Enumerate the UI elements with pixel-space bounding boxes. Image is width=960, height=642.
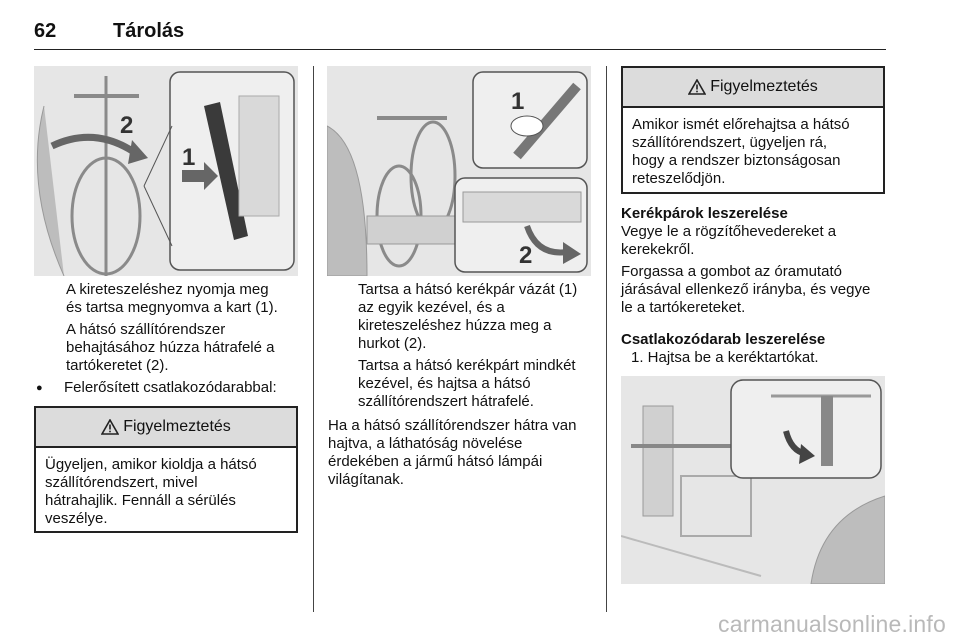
header-divider <box>34 49 886 50</box>
callout-1: 1 <box>182 144 196 171</box>
warning-triangle-icon <box>101 419 119 435</box>
right-paragraph-1: Vegye le a rögzítőhevedereket a kerekekről. <box>621 223 837 258</box>
warning-header: Figyelmeztetés <box>623 68 883 108</box>
left-bullet-item: ● Felerősített csatlakozódarabbal: <box>36 379 277 396</box>
warning-header: Figyelmeztetés <box>36 408 296 448</box>
bullet-icon: ● <box>36 382 43 395</box>
warning-text: Amikor ismét előrehajtsa a hátsó szállítórendszert, ügyeljen rá, hogy a rendszer biztonságosan reteszelődjön. <box>632 116 850 187</box>
middle-paragraph-3: Ha a hátsó szállítórendszer hátra van hajtva, a láthatóság növelése érdekében a jármű hátsó lámpái világítanak. <box>328 417 577 488</box>
page-number: 62 <box>34 20 57 42</box>
callout-2: 2 <box>519 242 533 269</box>
figure-fold-wheel-holders <box>621 376 885 584</box>
callout-2: 2 <box>120 112 134 139</box>
section-heading-bike-removal: Kerékpárok leszerelése <box>621 205 788 222</box>
warning-box-left <box>34 406 298 533</box>
section-heading-coupling-removal: Csatlakozódarab leszerelése <box>621 331 826 348</box>
warning-text: Ügyeljen, amikor kioldja a hátsó szállítórendszert, mivel hátrahajlik. Fennáll a sérülés veszélye. <box>45 456 257 527</box>
watermark-url: carmanualsonline.info <box>718 611 946 637</box>
left-paragraph-1: A kireteszeléshez nyomja meg és tartsa megnyomva a kart (1). <box>66 281 278 316</box>
middle-paragraph-2: Tartsa a hátsó kerékpárt mindkét kezével, és hajtsa a hátsó szállítórendszert hátrafelé. <box>358 357 576 410</box>
warning-box-right <box>621 66 885 194</box>
figure-release-lever <box>34 66 298 276</box>
middle-paragraph-1: Tartsa a hátsó kerékpár vázát (1) az egyik kezével, és a kireteszeléshez húzza meg a hurkot (2). <box>358 281 578 352</box>
warning-triangle-icon <box>688 79 706 95</box>
column-divider-left <box>313 66 314 612</box>
callout-1: 1 <box>511 88 525 115</box>
left-paragraph-2: A hátsó szállítórendszer behajtásához húzza hátrafelé a tartókeretet (2). <box>66 321 275 374</box>
step-1: 1. Hajtsa be a keréktartókat. <box>631 349 819 366</box>
column-divider-right <box>606 66 607 612</box>
right-paragraph-2: Forgassa a gombot az óramutató járásával ellenkező irányba, és vegye le a tartókereteket. <box>621 263 871 316</box>
page-title: Tárolás <box>113 20 185 42</box>
figure-fold-carrier <box>327 66 591 276</box>
